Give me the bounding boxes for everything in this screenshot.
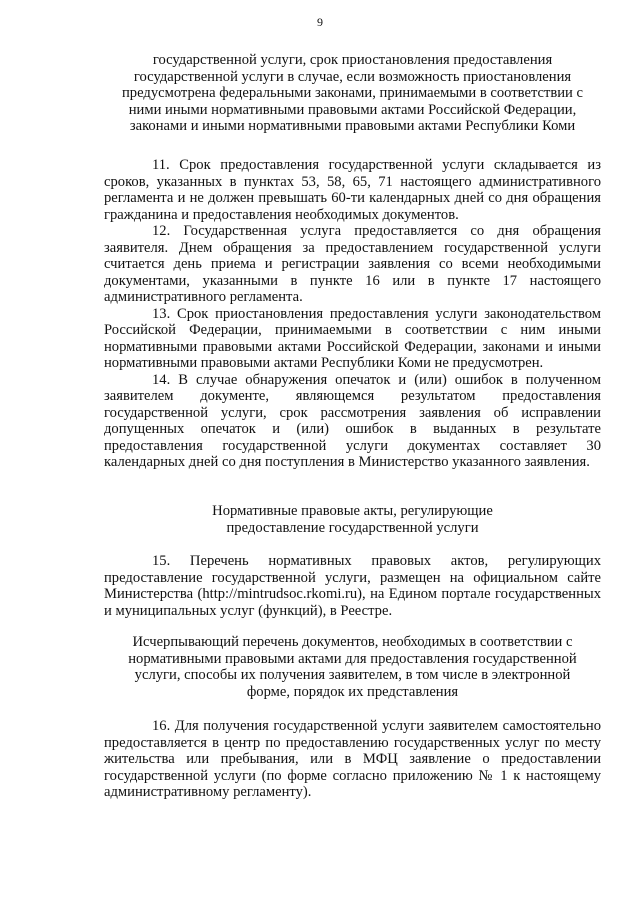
paragraph-14: 14. В случае обнаружения опечаток и (или) ошибок в полученном заявителем документе, являющемся результатом предоставления государственной услуги, срок рассмотрения заявления об исправлении допущенных опечаток и (или) ошибок в выданных в результате предоставления государственной услуги документах составляет 30 календарных дней со дня поступления в Министерство указанного заявления.	[104, 371, 601, 470]
paragraphs-11-14	[104, 157, 601, 471]
paragraph-15-block	[104, 553, 601, 619]
paragraph-16-block	[104, 718, 601, 801]
section-heading-continuation	[104, 52, 601, 135]
paragraph-16: 16. Для получения государственной услуги заявителем самостоятельно предоставляется в центр по предоставлению государственных услуг по месту жительства или пребывания, или в МФЦ заявление о предоставлении государственной услуги (по форме согласно приложению № 1 к настоящему административному регламенту).	[104, 718, 601, 800]
paragraph-11: 11. Срок предоставления государственной услуги складывается из сроков, указанных в пунктах 53, 58, 65, 71 настоящего административного регламента и не должен превышать 60-ти календарных дней со дня обращения гражданина и предоставления необходимых документов.	[104, 157, 601, 223]
section-heading-normative-acts	[204, 503, 501, 536]
paragraph-15: 15. Перечень нормативных правовых актов, регулирующих предоставление государственной услуги, размещен на официальном сайте Министерства (http://mintrudsoc.rkomi.ru), на Едином портале государственных и муниципальных услуг (функций), в Реестре.	[104, 553, 601, 619]
heading-text: Нормативные правовые акты, регулирующие предоставление государственной услуги	[212, 503, 493, 536]
heading-text: государственной услуги, срок приостановления предоставления государственной услуги в случае, если возможность приостановления предусмотрена федеральными законами, принимаемыми в соответствии с ними иными нормативными правовыми актами Российской Федерации, законами и иными нормативными правовыми актами Республики Коми	[122, 52, 583, 134]
heading-text: Исчерпывающий перечень документов, необходимых в соответствии с нормативными правовыми актами для предоставления государственной услуги, способы их получения заявителем, в том числе в электронной форме, порядок их представления	[128, 634, 577, 700]
page-number: 9	[317, 15, 323, 29]
paragraph-12: 12. Государственная услуга предоставляется со дня обращения заявителя. Днем обращения за предоставлением государственной услуги считается день приема и регистрации заявления со всеми необходимыми документами, указанными в пункте 16 или в пункте 17 настоящего административного регламента.	[104, 223, 601, 305]
section-heading-documents	[112, 634, 593, 700]
paragraph-13: 13. Срок приостановления предоставления услуги законодательством Российской Федерации, принимаемыми в соответствии с ним иными нормативными правовыми актами Российской Федерации, законами и иными нормативными правовыми актами Республики Коми не предусмотрен.	[104, 305, 601, 371]
